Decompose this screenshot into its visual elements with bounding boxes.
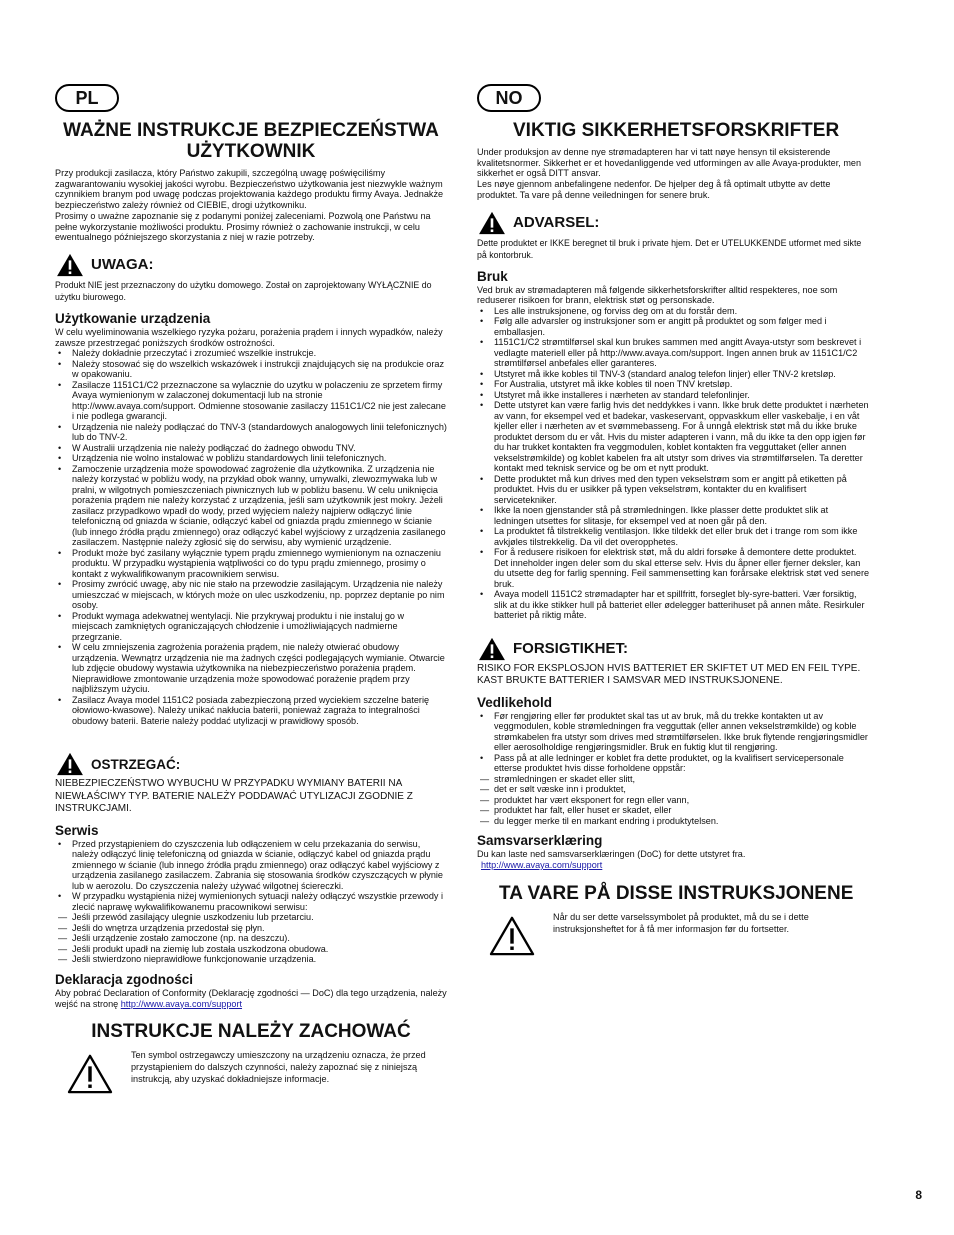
list-item: • Ikke la noen gjenstander stå på strømledningen. Ikke plasser dette produktet slik at ledningen utsettes for slitasje, for eksempel ved at noen går på den. — [477, 505, 870, 526]
list-item: • For å redusere risikoen for elektrisk støt, må du aldri forsøke å demontere dette produktet. Det inneholder ingen deler som du skal etterse selv. Hvis du åpner eller fjerner deksler, kan du utsette deg for farlig spenning. Feil sammensetting kan forårsake elektrisk støt ved senere bruk. — [477, 547, 870, 589]
list-item: — Jeśli do wnętrza urządzenia przedostał się płyn. — [55, 923, 447, 934]
list-item: • For Australia, utstyret må ikke kobles til noen TNV kretsløp. — [477, 379, 870, 390]
list-item: • La produktet få tilstrekkelig ventilasjon. Ikke tildekk det eller bruk det i trange rom som ikke avkjøles tilstrekkelig. Da vil det overopphetes. — [477, 526, 870, 547]
warning-triangle-icon — [477, 211, 507, 235]
list-item: — Jeśli przewód zasilający ulegnie uszkodzeniu lub przetarciu. — [55, 912, 447, 923]
list-item: • Utstyret må ikke installeres i nærheten av standard telefonlinjer. — [477, 390, 870, 401]
intro-text-no: Under produksjon av denne nye strømadapteren har vi tatt nøye hensyn til eksisterende kvalitetsnormer. Sikkerhet er et hovedanliggende ved utformingen av alle Avaya-produkter, men sikkerhet er også DITT ansvar. Les nøye gjennom anbefalingene nedenfor. De hjelper deg å få optimalt utbytte av dette produktet. Ta vare på denne veiledningen for senere bruk. — [477, 147, 862, 200]
list-item: • 1151C1/C2 strømtilførsel skal kun brukes sammen med angitt Avaya-utstyr som beskrevet i vedlagte materiell eller på http://www.avaya.com/support. Ingen annen bruk av 1151C1/C2 strømtilførsel anbefales eller garanteres. — [477, 337, 870, 369]
warning-title-pl: UWAGA: — [91, 256, 154, 274]
safety-title-pl: WAŻNE INSTRUKCJE BEZPIECZEŃSTWA UŻYTKOWNIK — [63, 120, 439, 162]
caution-text-no: RISIKO FOR EKSPLOSJON HVIS BATTERIET ER SKIFTET UT MED EN FEIL TYPE. KAST BRUKTE BATTERIER I SAMSVAR MED INSTRUKSJONENE. — [477, 662, 861, 687]
list-item: • Zamoczenie urządzenia może spowodować zagrożenie dla użytkownika. Z urządzenia nie należy korzystać w pobliżu wody, na przykład obok wanny, umywalki, zlewozmywaka lub w pralni, w wilgotnych pomieszczeniach piwnicznych lub w pobliżu basenu. W celu uniknięcia porażenia prądem nie należy korzystać z urządzenia, jeśli sam użytkownik jest mokry. Jeżeli zasilacz przypadkowo wpadł do wody, przed wyjęciem należy najpierw odłączyć linie telefoniczną od gniazda w ścianie, odłączyć kabel od gniazda prądu zmiennego w ścianie (lub innego źródła prądu zmiennego) oraz odłączyć kabel wyjściowy z urządzenia zasilanego zasilaczem. Następnie należy zgłosić się do serwisu, aby wymienić urządzenie. — [55, 464, 447, 548]
list-item: — Jeśli produkt upadł na ziemię lub została uszkodzona obudowa. — [55, 944, 447, 955]
caution-header-no — [477, 637, 870, 661]
keep-instructions-title-pl: INSTRUKCJE NALEŻY ZACHOWAĆ — [91, 1021, 411, 1043]
language-badge-pl: PL — [55, 84, 119, 112]
service-list-pl — [55, 839, 447, 913]
list-item: • W celu zmniejszenia zagrożenia porażenia prądem, nie należy otwierać obudowy urządzenia. Wewnątrz urządzenia nie ma żadnych części podlegających wymianie. Otwarcie lub zdjęcie obudowy wystawia użytkownika na niebezpieczeństwo porażenia prądem. Nieprawidłowe zmontowanie urządzenia może spowodować porażenie prądem przy najbliższym użyciu. — [55, 642, 447, 695]
conformity-link-row-no — [477, 860, 870, 871]
safety-title-no: VIKTIG SIKKERHETSFORSKRIFTER — [513, 120, 840, 141]
page-number: 8 — [915, 1188, 922, 1202]
list-item: • Produkt może być zasilany wyłącznie typem prądu zmiennego wymienionym na oznaczeniu produktu. W przypadku wystąpienia wątpliwości co do typu prądu zmiennego, prosimy o kontakt z wykwalifikowanym pracownikiem serwisu. — [55, 548, 447, 580]
usage-heading-no: Bruk — [477, 268, 508, 284]
list-item: • Urządzenia nie wolno instalować w pobliżu standardowych linii telefonicznych. — [55, 453, 447, 464]
warning-symbol-icon — [487, 915, 537, 957]
usage-heading-pl: Użytkowanie urządzenia — [55, 310, 211, 326]
list-item: • Før rengjøring eller før produktet skal tas ut av bruk, må du trekke kontakten ut av veggmodulen, koble strømledningen fra vegguttak (eller annen vekselstrømkilde) og koble strømkabelen fra utstyr som drives med strømtilførselen. Ikke bruk flytende rengjøringsmidler eller aerosolholdige rengjøringsmidler. Bruk en fuktig klut til rengjøring. — [477, 711, 870, 753]
caution-header-pl — [55, 752, 447, 776]
list-item: • Przed przystąpieniem do czyszczenia lub odłączeniem w celu przekazania do serwisu, należy odłączyć linię telefoniczną od gniazda w ścianie, odłączyć kabel od gniazda prądu zmiennego w ścianie (lub innego źródła prądu zmiennego) oraz odłączyć kabel wyjściowy z urządzenia zasilanego zasilaczem. Zabrania się stosowania środków czyszczących w płynie lub w aerozolu. Do czyszczenia należy używać wilgotnej ściereczki. — [55, 839, 447, 892]
column-polish — [55, 84, 447, 1095]
maintenance-list-no — [477, 711, 870, 774]
list-item: • Zasilacze 1151C1/C2 przeznaczone sa wylacznie do uzytku w polaczeniu ze sprzetem firmy Avaya wymienionym w zalaczonej dokumentacji lub na stronie http://www.avaya.com/support. Odmienne stosowanie zasilaczy 1151C1/C2 nie jest zalecane i nie podlega gwarancji. — [55, 380, 447, 422]
caution-text-pl: NIEBEZPIECZEŃSTWO WYBUCHU W PRZYPADKU WYMIANY BATERII NA NIEWŁAŚCIWY TYP. BATERIE NALEŻY PODDAWAĆ UTYLIZACJI ZGODNIE Z INSTRUKCJAMI. — [55, 778, 413, 815]
conformity-heading-no: Samsvarserklæring — [477, 833, 603, 849]
service-heading-pl: Serwis — [55, 822, 99, 838]
language-badge-no: NO — [477, 84, 541, 112]
caution-title-pl: OSTRZEGAĆ: — [91, 756, 181, 772]
list-item: • Følg alle advarsler og instruksjoner som er angitt på produktet og som følger med i emballasjen. — [477, 316, 870, 337]
list-item: • Dette utstyret kan være farlig hvis det neddykkes i vann. Ikke bruk dette produktet i nærheten av vann, for eksempel ved et badekar, vaskeservant, oppvaskkum eller vaskebalje, i en våt kjeller eller i nærheten av et svømmebasseng. For å unngå elektrisk støt må du ikke bruke produktet dersom du er våt. Hvis du mister adapteren i vann, må du ikke ta den opp igjen før du har trukket kontakten fra veggmodulen, koblet kontakten fra vegguttaket (eller annen vekselstrømkilde) og koblet kabelen fra alt utstyr som drives via strømtilførselen. Ta deretter kontakt med teknisk service og be om et nytt produkt. — [477, 400, 870, 474]
list-item: — produktet har falt, eller huset er skadet, eller — [477, 805, 870, 816]
usage-list-no — [477, 306, 870, 621]
usage-intro-pl: W celu wyeliminowania wszelkiego ryzyka pożaru, porażenia prądem i innych wypadków, należy zawsze przestrzegać poniższych środków ostrożności. — [55, 326, 443, 348]
list-item: — Jeśli urządzenie zostało zamoczone (np. na deszczu). — [55, 933, 447, 944]
maintenance-heading-no: Vedlikehold — [477, 694, 553, 710]
warning-triangle-icon — [55, 752, 85, 776]
keep-instructions-title-no: TA VARE PÅ DISSE INSTRUKSJONENE — [499, 882, 854, 904]
caution-title-no: FORSIGTIKHET: — [513, 640, 628, 658]
list-item: • Prosimy zwrócić uwagę, aby nic nie stało na przewodzie zasilającym. Urządzenia nie należy umieszczać w miejscach, w których może on ulec uszkodzeniu, np. poprzez deptanie po nim osoby. — [55, 579, 447, 611]
list-item: — strømledningen er skadet eller slitt, — [477, 774, 870, 785]
list-item: • W Australii urządzenia nie należy podłączać do żadnego obwodu TNV. — [55, 443, 447, 454]
keep-instructions-text-no: Når du ser dette varselssymbolet på produktet, må du se i dette instruksjonsheftet for å få mer informasjon før du fortsetter. — [553, 911, 809, 934]
list-item: • Utstyret må ikke kobles til TNV-3 (standard analog telefon linjer) eller TNV-2 kretsløp. — [477, 369, 870, 380]
keep-instructions-text-pl: Ten symbol ostrzegawczy umieszczony na urządzeniu oznacza, że przed przystąpieniem do dalszych czynności, należy zapoznać się z niniejszą instrukcją, aby uzyskać dokładniejsze informacje. — [131, 1050, 426, 1085]
warning-title-no: ADVARSEL: — [513, 214, 600, 232]
keep-instructions-no — [477, 911, 870, 957]
warning-symbol-icon — [65, 1053, 115, 1095]
conformity-text: Aby pobrać Declaration of Conformity (Deklarację zgodności — DoC) dla tego urządzenia, należy wejść na stronę — [55, 987, 447, 1009]
intro-text-pl: Przy produkcji zasilacza, który Państwo zakupili, szczególną uwagę poświęciliśmy zagwarantowaniu wysokiej jakości wyrobu. Bezpieczeństwo użytkowania jest niezwykle ważnym czynnikiem branym pod uwagę podczas projektowania każdego produktu firmy Avaya. Jednakże bezpieczeństwo zależy również od CIEBIE, drogi użytkowniku. Prosimy o uważne zapoznanie się z podanymi poniżej zaleceniami. Pozwolą one Państwu na pełne wykorzystanie możliwości produktu. Prosimy również o zachowanie instrukcji, w celu ewentualnego późniejszego skorzystania z niej w razie potrzeby. — [55, 168, 444, 243]
warning-triangle-icon — [477, 637, 507, 661]
conformity-text-no: Du kan laste ned samsvarserklæringen (DoC) for dette utstyret fra. — [477, 849, 746, 860]
maintenance-dash-list-no — [477, 774, 870, 827]
usage-list-pl — [55, 348, 447, 726]
list-item: — produktet har vært eksponert for regn eller vann, — [477, 795, 870, 806]
keep-instructions-pl — [55, 1049, 447, 1095]
support-link[interactable]: http://www.avaya.com/support — [481, 860, 603, 871]
list-item: — det er sølt væske inn i produktet, — [477, 784, 870, 795]
list-item: • Avaya modell 1151C2 strømadapter har et spillfritt, forseglet bly-syre-batteri. Vær forsiktig, slik at du ikke stikker hull på batteriet eller ødelegger batterihuset på annen måte. Resirkuler batteriet på riktig måte. — [477, 589, 870, 621]
column-norwegian — [477, 84, 870, 957]
list-item: • Należy stosować się do wszelkich wskazówek i instrukcji znajdujących się na produkcie oraz w opakowaniu. — [55, 359, 447, 380]
list-item: • Zasilacz Avaya model 1151C2 posiada zabezpieczoną przed wyciekiem szczelne baterię ołowiowo-kwasowe). Należy unikać nakłucia baterii, ponieważ zagraża to integralności obudowy baterii. Baterie należy poddać utylizacji w prawidłowy sposób. — [55, 695, 447, 727]
support-link[interactable]: http://www.avaya.com/support — [120, 998, 243, 1009]
conformity-heading-pl: Deklaracja zgodności — [55, 971, 194, 987]
list-item: — Jeśli stwierdzono nieprawidłowe funkcjonowanie urządzenia. — [55, 954, 447, 965]
usage-intro-no: Ved bruk av strømadapteren må følgende sikkerhetsforskrifter alltid respekteres, noe som reduserer risikoen for brann, elektrisk støt og personskade. — [477, 284, 838, 306]
list-item: • Dette produktet må kun drives med den typen vekselstrøm som er angitt på etiketten på produktet. Hvis du er usikker på typen vekselstrøm, kontakter du en kvalifisert servicetekniker. — [477, 474, 870, 506]
warning-triangle-icon — [55, 253, 85, 277]
warning-text-pl: Produkt NIE jest przeznaczony do użytku domowego. Został on zaprojektowany WYŁĄCZNIE do użytku biurowego. — [55, 279, 432, 303]
list-item: • Pass på at alle ledninger er koblet fra dette produktet, og la kvalifisert servicepersonale etterse produktet hvis disse forholdene oppstår: — [477, 753, 870, 774]
list-item: • Les alle instruksjonene, og forviss deg om at du forstår dem. — [477, 306, 870, 317]
list-item: • W przypadku wystąpienia niżej wymienionych sytuacji należy odłączyć wszystkie przewody i zlecić naprawę wykwalifikowanemu pracownikowi serwisu: — [55, 891, 447, 912]
list-item: • Należy dokładnie przeczytać i zrozumieć wszelkie instrukcje. — [55, 348, 447, 359]
warning-header-pl — [55, 253, 447, 277]
warning-header-no — [477, 211, 870, 235]
list-item: • Produkt wymaga adekwatnej wentylacji. Nie przykrywaj produktu i nie instaluj go w miejscach zamkniętych ograniczających chłodzenie i umożliwiających nadmierne przegrzanie. — [55, 611, 447, 643]
list-item: • Urządzenia nie należy podłączać do TNV-3 (standardowych analogowych linii telefonicznych) lub do TNV-2. — [55, 422, 447, 443]
warning-text-no: Dette produktet er IKKE beregnet til bruk i private hjem. Det er UTELUKKENDE utformet med sikte på kontorbruk. — [477, 237, 862, 261]
conformity-text-pl — [55, 988, 447, 1009]
list-item: — du legger merke til en markant endring i produktytelsen. — [477, 816, 870, 827]
service-dash-list-pl — [55, 912, 447, 965]
